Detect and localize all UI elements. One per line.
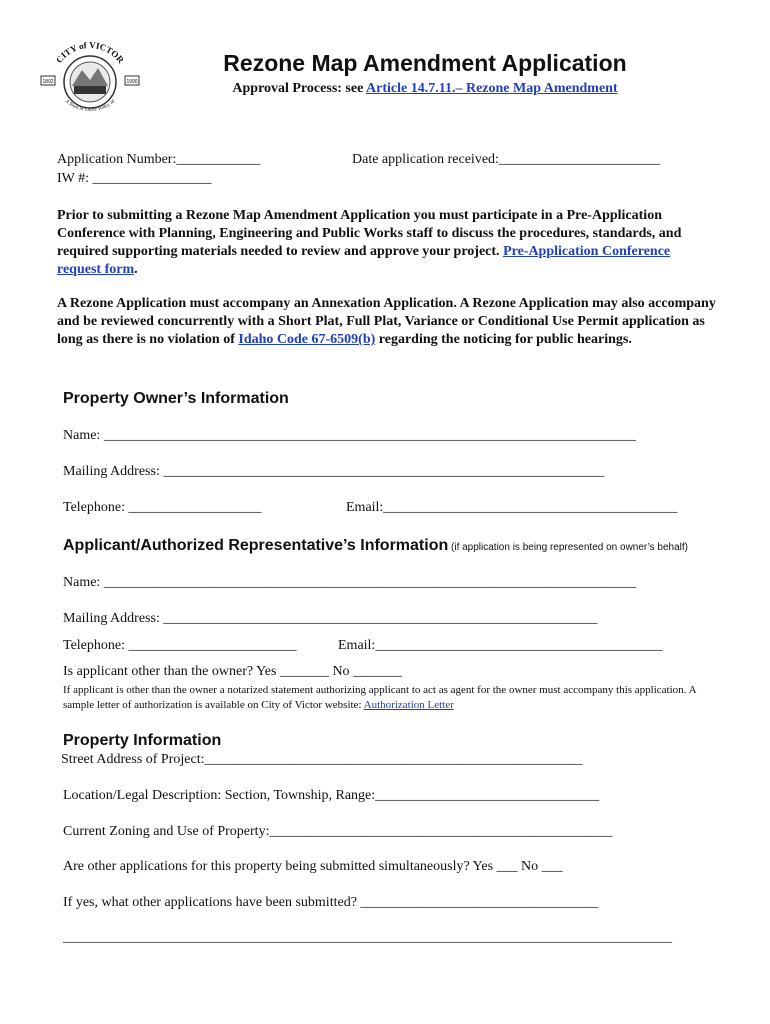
authorization-note-text: If applicant is other than the owner a notarized statement authorizing applicant to act as agent for the owner must accompany this application. A sample letter of authorization is available on City of Victor website: xyxy=(63,684,696,711)
applicant-heading-note: (if application is being represented on owner’s behalf) xyxy=(448,542,689,553)
owner-name-field[interactable]: Name: ____________________________________________________________________________ xyxy=(63,428,636,443)
seal-top-text: CITY of VICTOR xyxy=(53,40,127,65)
article-link[interactable]: Article 14.7.11.– Rezone Map Amendment xyxy=(366,81,618,96)
street-address-field[interactable]: Street Address of Project:______________________________________________________ xyxy=(61,752,583,767)
legal-description-field[interactable]: Location/Legal Description: Section, Township, Range:________________________________ xyxy=(63,788,600,803)
authorization-note xyxy=(63,683,723,713)
approval-process-line xyxy=(150,81,700,97)
applicant-mailing-field[interactable]: Mailing Address: ______________________________________________________________ xyxy=(63,611,598,626)
pre-application-paragraph xyxy=(57,207,717,279)
page-title: Rezone Map Amendment Application xyxy=(223,50,627,76)
iw-number-field[interactable]: IW #: _________________ xyxy=(57,171,212,186)
applicant-email-field[interactable]: Email:_________________________________________ xyxy=(338,638,663,653)
applicant-telephone-field[interactable]: Telephone: ________________________ xyxy=(63,638,297,653)
applicant-heading-text: Applicant/Authorized Representative’s Information xyxy=(63,537,449,554)
other-applications-field[interactable]: If yes, what other applications have been submitted? __________________________________ xyxy=(63,895,599,910)
date-received-field[interactable]: Date application received:_______________________ xyxy=(352,152,660,167)
annexation-paragraph xyxy=(57,295,717,349)
idaho-code-link[interactable]: Idaho Code 67-6509(b) xyxy=(238,332,376,347)
approval-process-prefix: Approval Process: see xyxy=(232,81,367,96)
application-number-field[interactable]: Application Number:____________ xyxy=(57,152,261,167)
pre-application-end: . xyxy=(134,262,138,277)
annexation-end: regarding the noticing for public hearings. xyxy=(375,332,632,347)
pre-application-text: Prior to submitting a Rezone Map Amendment Application you must participate in a Pre-Application Conference with Planning, Engineering and Public Works staff to discuss the procedures, standards, and required supporting materials needed to review and approve your project. xyxy=(57,208,682,259)
seal-tagline: A Town in Cache Valley, Id xyxy=(63,99,117,113)
seal-year-right: 1990 xyxy=(126,79,138,85)
other-applications-blank-line[interactable]: _______________________________________________________________________________________ xyxy=(63,930,672,945)
owner-section-heading: Property Owner’s Information xyxy=(63,390,289,407)
owner-mailing-field[interactable]: Mailing Address: _______________________________________________________________ xyxy=(63,464,605,479)
applicant-other-than-owner-field[interactable]: Is applicant other than the owner? Yes _______ No _______ xyxy=(63,664,403,679)
applicant-name-field[interactable]: Name: ____________________________________________________________________________ xyxy=(63,575,636,590)
current-zoning-field[interactable]: Current Zoning and Use of Property:_________________________________________________ xyxy=(63,824,613,839)
pre-application-request-link[interactable]: Pre-Application Conference request form xyxy=(57,244,671,277)
seal-icon xyxy=(40,40,140,120)
simultaneous-applications-field[interactable]: Are other applications for this property being submitted simultaneously? Yes ___ No ___ xyxy=(63,859,563,874)
city-seal-logo xyxy=(40,40,140,120)
owner-telephone-field[interactable]: Telephone: ___________________ xyxy=(63,500,262,515)
applicant-section-heading xyxy=(63,537,688,555)
property-section-heading: Property Information xyxy=(63,732,222,749)
annexation-text: A Rezone Application must accompany an Annexation Application. A Rezone Application may also accompany and be reviewed concurrently with a Short Plat, Full Plat, Variance or Conditional Use Permit application as long as there is no violation of xyxy=(57,296,716,347)
owner-email-field[interactable]: Email:__________________________________________ xyxy=(346,500,678,515)
authorization-letter-link[interactable]: Authorization Letter xyxy=(363,699,454,711)
seal-year-left: 1892 xyxy=(42,79,54,85)
